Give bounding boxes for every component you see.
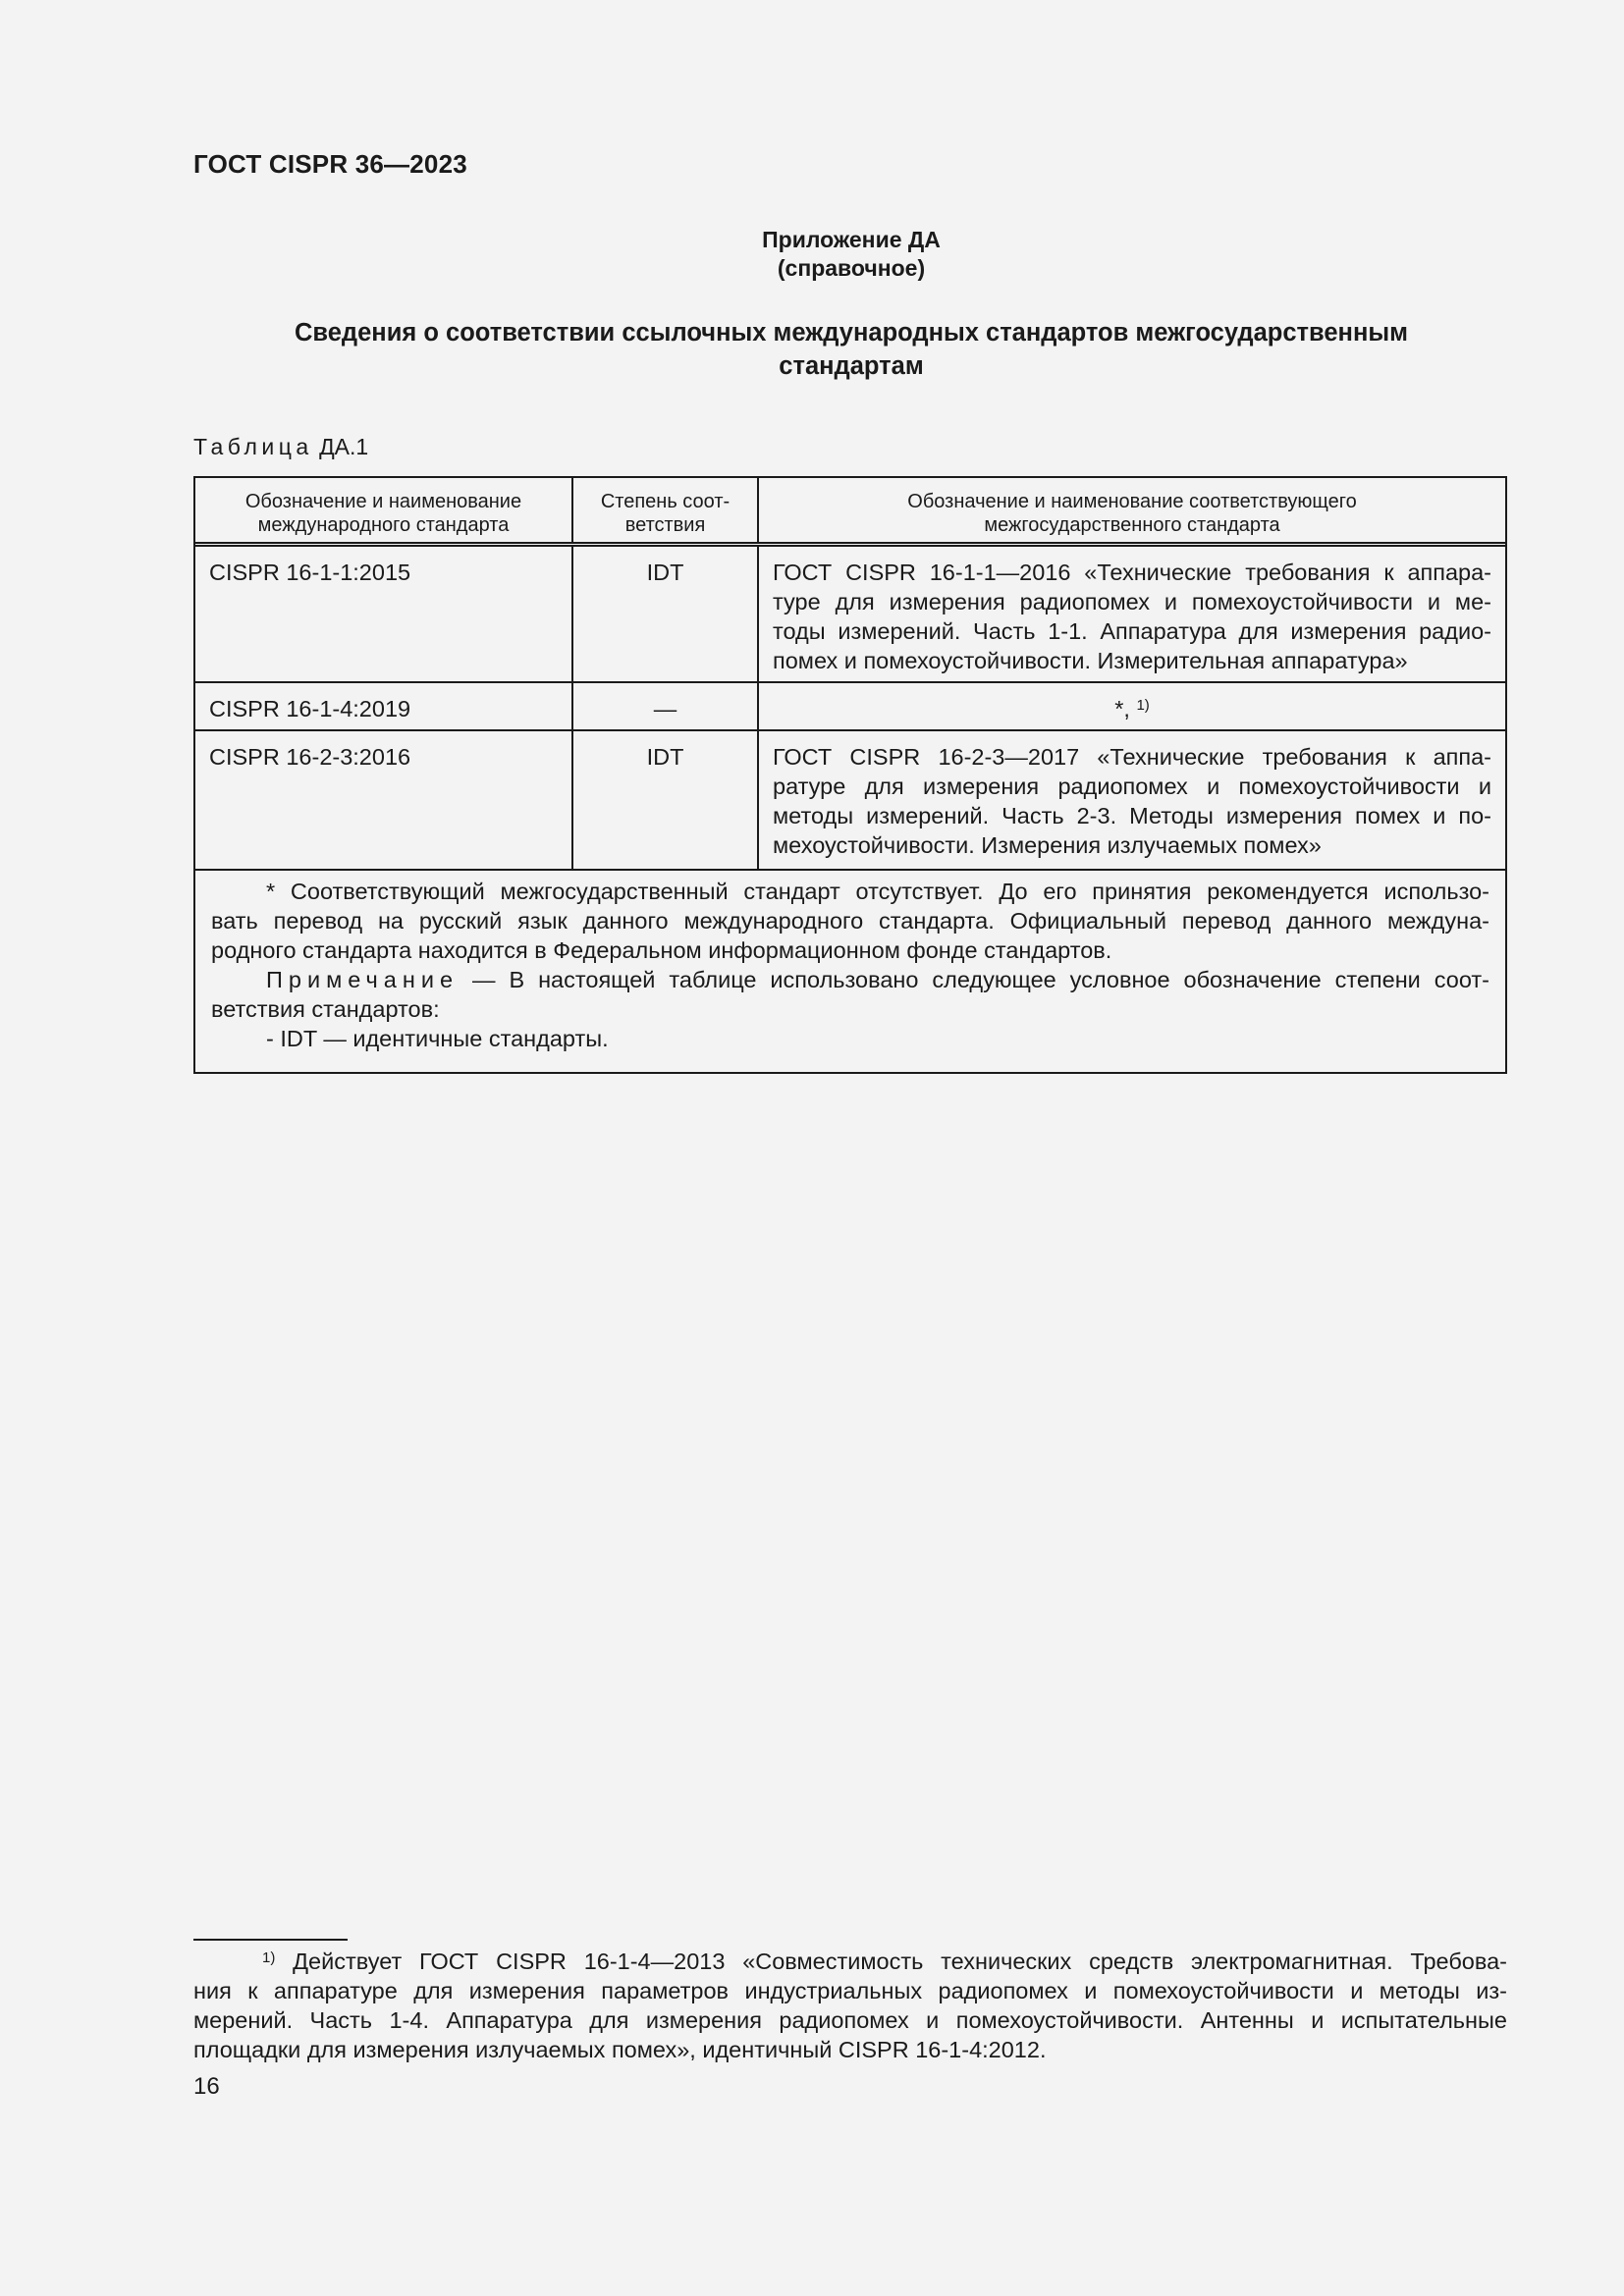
cell-line: тоды измерений. Часть 1-1. Аппаратура для измерения радио- <box>773 618 1491 644</box>
page-number: 16 <box>193 2073 220 2100</box>
table-caption-word: Таблица <box>193 434 313 459</box>
header-line: Обозначение и наименование <box>244 491 522 512</box>
header-interstate-standard <box>759 478 1505 542</box>
note-text: — В настоящей таблице использовано следующее условное обозначение степени соот- <box>459 967 1489 992</box>
cell-international: CISPR 16-2-3:2016 <box>195 731 573 869</box>
cell-line: ГОСТ CISPR 16-2-3—2017 «Технические требования к аппа- <box>773 744 1491 770</box>
footnote-line: площадки для измерения излучаемых помех», идентичный CISPR 16-1-4:2012. <box>193 2037 1047 2062</box>
footnote-text: Действует ГОСТ CISPR 16-1-4—2013 «Совместимость технических средств электромагнитная. Требова- <box>275 1949 1507 1974</box>
section-title <box>193 316 1509 383</box>
asterisk-note-line: * Соответствующий межгосударственный стандарт отсутствует. До его принятия рекомендуется использо- <box>266 879 1489 904</box>
cell-line: ратуре для измерения радиопомех и помехоустойчивости и <box>773 774 1491 799</box>
section-title-line: Сведения о соответствии ссылочных международных стандартов межгосударственным <box>295 319 1408 347</box>
cell-international: CISPR 16-1-4:2019 <box>195 683 573 729</box>
cell-degree: IDT <box>573 731 759 869</box>
cell-interstate <box>759 731 1505 869</box>
table-row <box>195 547 1505 683</box>
document-id: ГОСТ CISPR 36—2023 <box>193 149 467 179</box>
header-line: ветствия <box>624 514 706 536</box>
footnote-line <box>193 1947 1507 1976</box>
appendix-subtitle: (справочное) <box>777 255 926 281</box>
note-line <box>211 965 1489 994</box>
footnote-separator <box>193 1939 348 1941</box>
cell-interstate <box>759 547 1505 681</box>
header-international-standard <box>195 478 573 542</box>
correspondence-table <box>193 476 1507 1074</box>
footnote-marker: 1) <box>262 1949 276 1966</box>
asterisk-note-line: родного стандарта находится в Федеральном информационном фонде стандартов. <box>211 937 1112 963</box>
table-notes <box>195 871 1505 1072</box>
footnote-ref[interactable]: 1) <box>1136 697 1150 714</box>
cell-degree: IDT <box>573 547 759 681</box>
section-title-line: стандартам <box>779 352 924 380</box>
header-line: Степень соот- <box>600 491 731 512</box>
cell-line: туре для измерения радиопомех и помехоустойчивости и ме- <box>773 589 1491 614</box>
cell-international: CISPR 16-1-1:2015 <box>195 547 573 681</box>
cell-interstate <box>759 683 1505 729</box>
asterisk-marker: *, <box>1114 696 1130 721</box>
legend-item: - IDT — идентичные стандарты. <box>266 1026 609 1051</box>
note-line: ветствия стандартов: <box>211 996 440 1022</box>
table-caption <box>193 434 368 460</box>
cell-line: методы измерений. Часть 2-3. Методы измерения помех и по- <box>773 803 1491 828</box>
header-degree <box>573 478 759 542</box>
asterisk-note-line: вать перевод на русский язык данного международного стандарта. Официальный перевод данного междуна- <box>211 908 1489 934</box>
cell-line: мехоустойчивости. Измерения излучаемых помех» <box>773 832 1322 858</box>
table-header-row <box>195 478 1505 547</box>
header-line: межгосударственного стандарта <box>984 514 1280 536</box>
table-row <box>195 731 1505 871</box>
cell-line: ГОСТ CISPR 16-1-1—2016 «Технические требования к аппара- <box>773 560 1491 585</box>
cell-degree: — <box>573 683 759 729</box>
table-caption-number: ДА.1 <box>319 434 369 459</box>
appendix-heading <box>193 226 1509 283</box>
note-word: Примечание <box>266 967 460 992</box>
header-line: международного стандарта <box>257 514 510 536</box>
table-row <box>195 683 1505 731</box>
appendix-title: Приложение ДА <box>762 227 941 252</box>
footnote <box>193 1947 1507 2064</box>
cell-line: помех и помехоустойчивости. Измерительная аппаратура» <box>773 648 1408 673</box>
footnote-line: мерений. Часть 1-4. Аппаратура для измерения радиопомех и помехоустойчивости. Антенны и испытательные <box>193 2007 1507 2033</box>
header-line: Обозначение и наименование соответствующего <box>907 491 1357 512</box>
footnote-line: ния к аппаратуре для измерения параметров индустриальных радиопомех и помехоустойчивости и методы из- <box>193 1978 1507 2003</box>
